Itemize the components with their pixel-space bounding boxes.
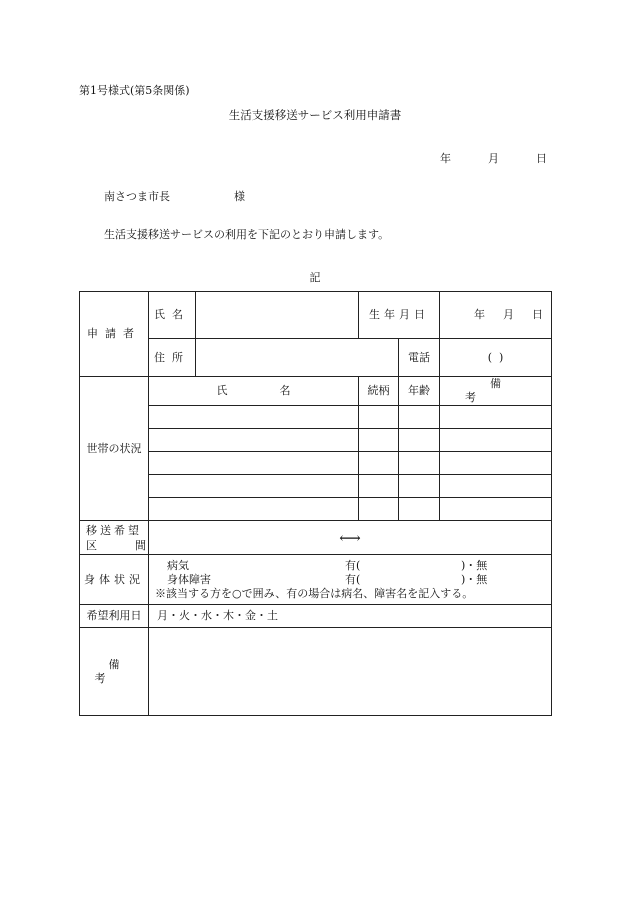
route-label bbox=[80, 521, 149, 555]
household-name-cell[interactable] bbox=[149, 429, 359, 452]
ki-heading: 記 bbox=[309, 271, 321, 284]
usage-days-label: 希望利用日 bbox=[80, 605, 149, 628]
physical-note: ※該当する方を○で囲み、有の場合は病名、障害名を記入する。 bbox=[155, 586, 474, 600]
usage-days-options: 月・火・水・木・金・土 bbox=[157, 609, 278, 622]
route-field[interactable] bbox=[149, 521, 552, 555]
disability-yes[interactable]: 有( bbox=[345, 572, 361, 586]
disability-no[interactable]: )・無 bbox=[461, 572, 488, 586]
form-number: 第1号様式(第5条関係) bbox=[79, 84, 190, 97]
household-relation-cell[interactable] bbox=[359, 406, 399, 429]
address-label: 住所 bbox=[149, 339, 196, 377]
disability-label: 身体障害 bbox=[167, 572, 211, 586]
household-col-age: 年齢 bbox=[399, 377, 440, 406]
table-row bbox=[80, 475, 552, 498]
household-age-cell[interactable] bbox=[399, 498, 440, 521]
household-relation-cell[interactable] bbox=[359, 475, 399, 498]
household-remarks-cell[interactable] bbox=[440, 498, 552, 521]
applicant-address-field[interactable] bbox=[196, 339, 399, 377]
addressee bbox=[104, 188, 245, 204]
double-arrow-icon: ⟷ bbox=[339, 528, 361, 547]
intro-text: 生活支援移送サービスの利用を下記のとおり申請します。 bbox=[104, 228, 390, 241]
household-remarks-cell[interactable] bbox=[440, 406, 552, 429]
phone-parentheses: ( ) bbox=[487, 350, 504, 364]
physical-condition-field[interactable] bbox=[149, 555, 552, 605]
date-year: 年 bbox=[440, 152, 451, 165]
phone-label: 電話 bbox=[399, 339, 440, 377]
household-relation-cell[interactable] bbox=[359, 452, 399, 475]
usage-days-field[interactable] bbox=[149, 605, 552, 628]
household-name-cell[interactable] bbox=[149, 475, 359, 498]
applicant-phone-field[interactable] bbox=[440, 339, 552, 377]
household-remarks-cell[interactable] bbox=[440, 475, 552, 498]
household-col-remarks: 備考 bbox=[440, 377, 552, 406]
table-row bbox=[80, 429, 552, 452]
household-col-relation: 続柄 bbox=[359, 377, 399, 406]
dob-year: 年 bbox=[474, 308, 485, 321]
name-label: 氏名 bbox=[149, 292, 196, 339]
table-row bbox=[80, 406, 552, 429]
household-relation-cell[interactable] bbox=[359, 429, 399, 452]
honorific: 様 bbox=[234, 190, 245, 203]
date-day: 日 bbox=[536, 152, 547, 165]
dob-day: 日 bbox=[532, 308, 543, 321]
dob-label: 生年月日 bbox=[359, 292, 440, 339]
addressee-name: 南さつま市長 bbox=[104, 190, 170, 203]
table-row bbox=[80, 452, 552, 475]
page-title: 生活支援移送サービス利用申請書 bbox=[228, 108, 402, 122]
notes-field[interactable] bbox=[149, 628, 552, 716]
route-label-ku: 区 bbox=[86, 538, 97, 552]
route-label-kan: 間 bbox=[135, 538, 146, 552]
household-section-label: 世帯の状況 bbox=[80, 377, 149, 521]
table-row bbox=[80, 498, 552, 521]
application-form-table bbox=[79, 291, 552, 716]
household-name-cell[interactable] bbox=[149, 452, 359, 475]
household-col-name: 氏名 bbox=[149, 377, 359, 406]
household-remarks-cell[interactable] bbox=[440, 429, 552, 452]
household-remarks-cell[interactable] bbox=[440, 452, 552, 475]
dob-month: 月 bbox=[503, 308, 514, 321]
illness-no[interactable]: )・無 bbox=[461, 558, 488, 572]
household-age-cell[interactable] bbox=[399, 429, 440, 452]
route-label-line1: 移送希望 bbox=[86, 523, 142, 537]
household-age-cell[interactable] bbox=[399, 452, 440, 475]
illness-label: 病気 bbox=[167, 558, 189, 572]
applicant-section-label: 申請者 bbox=[80, 292, 149, 377]
household-name-cell[interactable] bbox=[149, 498, 359, 521]
household-age-cell[interactable] bbox=[399, 406, 440, 429]
date-month: 月 bbox=[488, 152, 499, 165]
illness-yes[interactable]: 有( bbox=[345, 558, 361, 572]
physical-condition-label: 身体状況 bbox=[80, 555, 149, 605]
household-name-cell[interactable] bbox=[149, 406, 359, 429]
household-relation-cell[interactable] bbox=[359, 498, 399, 521]
applicant-name-field[interactable] bbox=[196, 292, 359, 339]
notes-label: 備考 bbox=[80, 628, 149, 716]
applicant-dob-field[interactable] bbox=[440, 292, 552, 339]
household-age-cell[interactable] bbox=[399, 475, 440, 498]
application-date bbox=[440, 150, 547, 166]
